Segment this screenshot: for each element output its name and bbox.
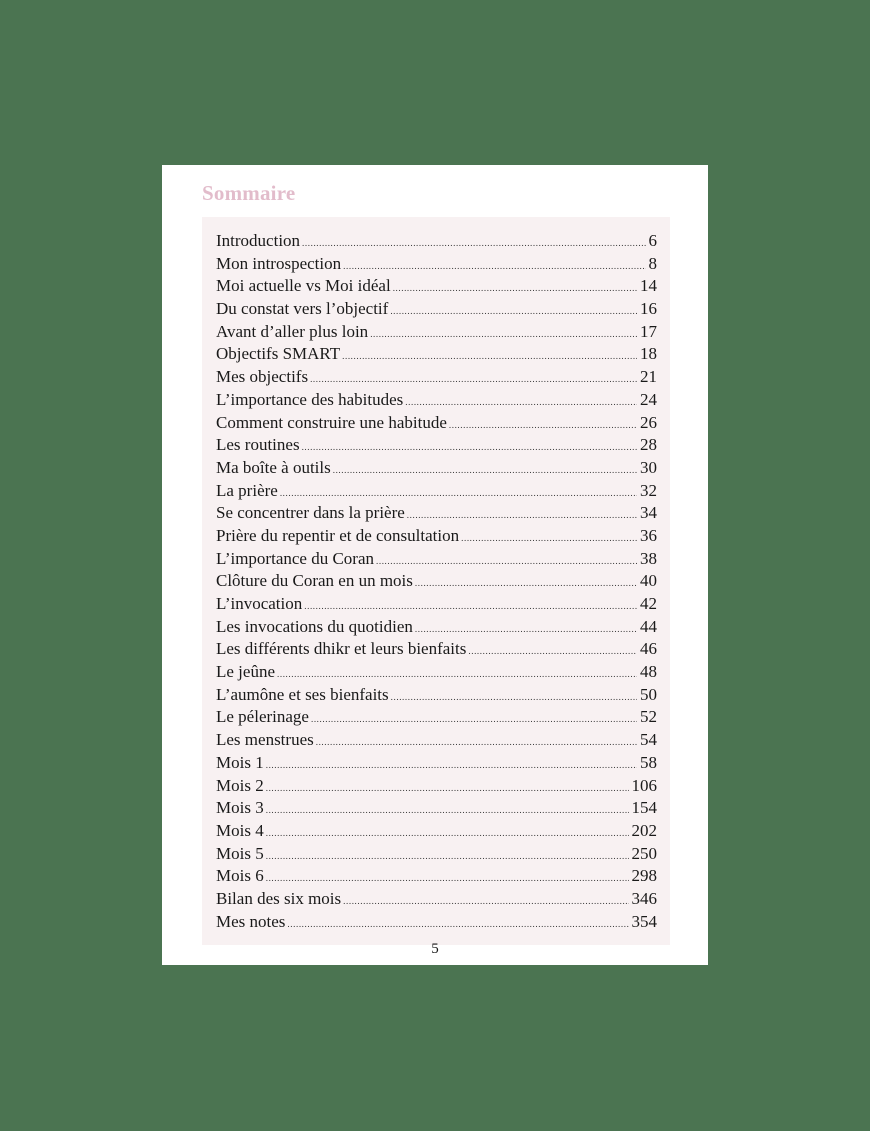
toc-entry bbox=[216, 321, 657, 344]
toc-entry-page: 52 bbox=[640, 707, 657, 727]
toc-dot-leader bbox=[405, 398, 637, 407]
toc-entry bbox=[216, 616, 657, 639]
toc-entry bbox=[216, 366, 657, 389]
toc-entry bbox=[216, 230, 657, 253]
toc-entry-label: Comment construire une habitude bbox=[216, 412, 447, 432]
toc-dot-leader bbox=[311, 715, 637, 724]
toc-entry-label: Mes objectifs bbox=[216, 367, 309, 387]
page-number: 5 bbox=[431, 941, 439, 957]
toc-entry-label: L’importance du Coran bbox=[216, 548, 374, 568]
toc-entry-label: Prière du repentir et de consultation bbox=[216, 525, 460, 545]
toc-entry-page: 18 bbox=[640, 344, 657, 364]
toc-entry-page: 36 bbox=[640, 525, 657, 545]
toc-entry-label: Mois 5 bbox=[216, 843, 264, 863]
toc-entry-label: Les routines bbox=[216, 435, 300, 455]
toc-entry bbox=[216, 525, 657, 548]
toc-dot-leader bbox=[333, 466, 637, 475]
toc-entry bbox=[216, 253, 657, 276]
toc-entry-page: 154 bbox=[631, 798, 657, 818]
toc-entry-page: 16 bbox=[640, 299, 657, 319]
toc-dot-leader bbox=[461, 534, 637, 543]
toc-entry-page: 42 bbox=[640, 594, 657, 613]
toc-entry-page: 6 bbox=[648, 231, 657, 250]
toc-entry-page: 46 bbox=[640, 639, 657, 659]
toc-entry-page: 58 bbox=[640, 752, 657, 772]
toc-entry-page: 346 bbox=[631, 888, 657, 908]
toc-entry-page: 17 bbox=[640, 321, 657, 341]
toc-dot-leader bbox=[302, 443, 637, 452]
toc-entry-page: 21 bbox=[640, 367, 657, 387]
toc-entry bbox=[216, 457, 657, 480]
toc-entry bbox=[216, 820, 657, 843]
toc-entry-label: Introduction bbox=[216, 231, 301, 250]
toc-entry-label: Ma boîte à outils bbox=[216, 457, 331, 477]
toc-dot-leader bbox=[266, 761, 637, 770]
toc-entry-label: Mon introspection bbox=[216, 253, 342, 273]
toc-entry-page: 28 bbox=[640, 435, 657, 455]
toc-entry-label: Mois 3 bbox=[216, 798, 264, 818]
toc-entry-label: Objectifs SMART bbox=[216, 344, 341, 364]
toc-entry-label: Avant d’aller plus loin bbox=[216, 321, 369, 341]
toc-entry bbox=[216, 502, 657, 525]
toc-entry-label: L’invocation bbox=[216, 594, 303, 613]
toc-dot-leader bbox=[407, 511, 637, 520]
toc-entry bbox=[216, 548, 657, 571]
toc-entry-page: 106 bbox=[631, 775, 657, 795]
toc-entry-page: 8 bbox=[648, 253, 657, 273]
toc-entry-label: Bilan des six mois bbox=[216, 888, 342, 908]
toc-entry-label: Mois 2 bbox=[216, 775, 264, 795]
toc-entry-page: 298 bbox=[631, 866, 657, 886]
toc-entry-page: 24 bbox=[640, 389, 657, 409]
toc-entry-page: 40 bbox=[640, 571, 657, 591]
toc-dot-leader bbox=[342, 352, 637, 361]
toc-dot-leader bbox=[343, 897, 628, 906]
toc-dot-leader bbox=[468, 647, 637, 656]
toc-entry-label: Du constat vers l’objectif bbox=[216, 299, 389, 319]
toc-list bbox=[216, 230, 657, 933]
toc-entry bbox=[216, 661, 657, 684]
toc-dot-leader bbox=[280, 489, 637, 498]
toc-entry-page: 32 bbox=[640, 480, 657, 500]
toc-entry bbox=[216, 593, 657, 616]
toc-dot-leader bbox=[391, 693, 637, 702]
toc-entry bbox=[216, 865, 657, 888]
toc-entry-page: 48 bbox=[640, 662, 657, 682]
toc-entry-label: La prière bbox=[216, 480, 278, 500]
toc-dot-leader bbox=[287, 920, 628, 929]
toc-entry-label: Se concentrer dans la prière bbox=[216, 503, 405, 523]
toc-entry-page: 250 bbox=[631, 843, 657, 863]
toc-entry-label: Mois 6 bbox=[216, 866, 264, 886]
toc-dot-leader bbox=[302, 239, 645, 248]
toc-entry bbox=[216, 480, 657, 503]
toc-dot-leader bbox=[266, 784, 629, 793]
toc-entry bbox=[216, 843, 657, 866]
page-title: Sommaire bbox=[202, 181, 296, 205]
toc-entry bbox=[216, 752, 657, 775]
toc-entry bbox=[216, 343, 657, 366]
toc-entry bbox=[216, 729, 657, 752]
toc-dot-leader bbox=[343, 262, 645, 271]
toc-entry-label: Mes notes bbox=[216, 911, 286, 931]
toc-entry bbox=[216, 775, 657, 798]
toc-dot-leader bbox=[304, 602, 637, 611]
toc-entry-label: Le pélerinage bbox=[216, 707, 309, 727]
toc-entry-page: 14 bbox=[640, 276, 657, 296]
toc-entry-page: 54 bbox=[640, 730, 657, 750]
toc-entry-label: Les différents dhikr et leurs bienfaits bbox=[216, 639, 467, 659]
toc-dot-leader bbox=[277, 670, 637, 679]
toc-entry bbox=[216, 412, 657, 435]
toc-entry-label: L’importance des habitudes bbox=[216, 389, 404, 409]
toc-entry bbox=[216, 298, 657, 321]
toc-entry-label: Clôture du Coran en un mois bbox=[216, 571, 413, 591]
toc-entry-label: Les menstrues bbox=[216, 730, 314, 750]
toc-entry-page: 44 bbox=[640, 616, 657, 636]
toc-dot-leader bbox=[415, 579, 637, 588]
toc-entry-label: Mois 4 bbox=[216, 820, 264, 840]
toc-entry-page: 34 bbox=[640, 503, 657, 523]
toc-dot-leader bbox=[266, 852, 629, 861]
toc-entry bbox=[216, 389, 657, 412]
toc-entry bbox=[216, 797, 657, 820]
toc-dot-leader bbox=[310, 375, 637, 384]
toc-entry bbox=[216, 888, 657, 911]
toc-dot-leader bbox=[376, 557, 637, 566]
toc-entry bbox=[216, 706, 657, 729]
toc-dot-leader bbox=[370, 330, 637, 339]
toc-entry-label: Moi actuelle vs Moi idéal bbox=[216, 276, 391, 296]
toc-entry-page: 202 bbox=[631, 820, 657, 840]
toc-entry-label: Les invocations du quotidien bbox=[216, 616, 413, 636]
toc-dot-leader bbox=[316, 738, 637, 747]
toc-entry-page: 50 bbox=[640, 684, 657, 704]
toc-entry-label: Le jeûne bbox=[216, 662, 275, 682]
toc-entry-page: 38 bbox=[640, 548, 657, 568]
toc-entry bbox=[216, 275, 657, 298]
toc-dot-leader bbox=[266, 806, 629, 815]
toc-entry bbox=[216, 684, 657, 707]
toc-entry bbox=[216, 434, 657, 457]
toc-entry-page: 26 bbox=[640, 412, 657, 432]
toc-entry bbox=[216, 638, 657, 661]
toc-entry bbox=[216, 570, 657, 593]
toc-dot-leader bbox=[393, 284, 637, 293]
toc-dot-leader bbox=[390, 307, 637, 316]
table-of-contents bbox=[202, 217, 670, 945]
toc-entry bbox=[216, 911, 657, 934]
toc-entry-label: Mois 1 bbox=[216, 752, 264, 772]
toc-dot-leader bbox=[415, 625, 637, 634]
document-page bbox=[162, 165, 708, 965]
toc-dot-leader bbox=[266, 829, 629, 838]
toc-dot-leader bbox=[266, 874, 629, 883]
toc-entry-page: 30 bbox=[640, 457, 657, 477]
toc-dot-leader bbox=[449, 421, 637, 430]
toc-entry-page: 354 bbox=[631, 911, 657, 931]
toc-entry-label: L’aumône et ses bienfaits bbox=[216, 684, 389, 704]
